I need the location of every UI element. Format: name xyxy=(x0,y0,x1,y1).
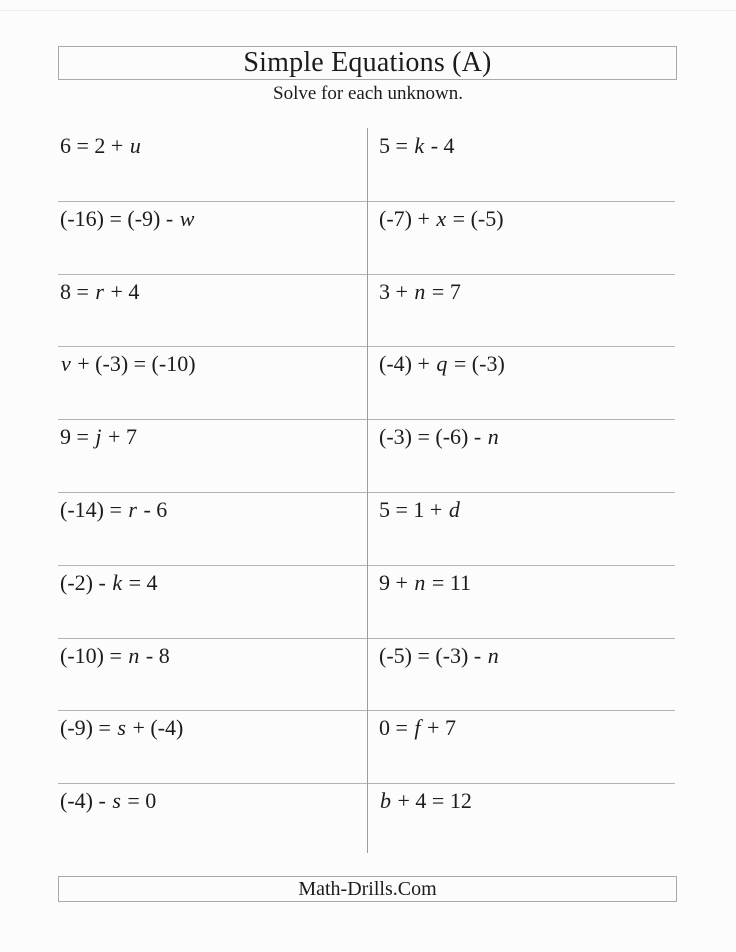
page-top-rule xyxy=(0,10,736,11)
equation-cell xyxy=(58,784,368,857)
equation-cell xyxy=(58,347,368,420)
equation-text: 9 + n = 11 xyxy=(379,569,472,595)
equation-text: 3 + n = 7 xyxy=(379,278,461,304)
equation-cell xyxy=(368,129,675,202)
equation-cell xyxy=(58,566,368,639)
equation-cell xyxy=(58,711,368,784)
equation-cell xyxy=(368,347,675,420)
equation-text: (-7) + x = (-5) xyxy=(379,205,504,231)
equation-cell xyxy=(368,420,675,493)
column-divider-line xyxy=(367,128,368,853)
equation-text: (-9) = s + (-4) xyxy=(60,715,184,741)
worksheet-instructions: Solve for each unknown. xyxy=(273,83,463,104)
title-box xyxy=(58,46,677,80)
equation-cell xyxy=(368,566,675,639)
equation-cell xyxy=(58,420,368,493)
equation-text: v + (-3) = (-10) xyxy=(61,351,196,377)
page-title: Simple Equations (A) xyxy=(243,47,492,78)
equation-text: (-3) = (-6) - n xyxy=(379,424,499,450)
equation-text: (-16) = (-9) - w xyxy=(60,205,195,231)
footer-box xyxy=(58,876,677,902)
equation-text: (-4) + q = (-3) xyxy=(379,351,505,377)
equation-text: (-5) = (-3) - n xyxy=(379,642,499,668)
equation-text: b + 4 = 12 xyxy=(380,788,472,814)
equation-cell xyxy=(368,202,675,275)
equation-text: (-10) = n - 8 xyxy=(60,642,170,668)
equation-cell xyxy=(368,784,675,857)
equation-cell xyxy=(58,493,368,566)
equation-cell xyxy=(58,202,368,275)
equation-cell xyxy=(368,639,675,712)
footer-site-label: Math-Drills.Com xyxy=(298,878,437,900)
equation-text: 9 = j + 7 xyxy=(60,424,137,450)
equation-cell xyxy=(58,639,368,712)
equation-cell xyxy=(58,129,368,202)
equation-text: (-4) - s = 0 xyxy=(60,788,157,814)
equation-cell xyxy=(368,493,675,566)
equation-text: 0 = f + 7 xyxy=(379,715,456,741)
equation-cell xyxy=(368,275,675,348)
equation-text: 8 = r + 4 xyxy=(60,278,140,304)
equation-cell xyxy=(368,711,675,784)
equation-text: 5 = 1 + d xyxy=(379,496,460,522)
equation-cell xyxy=(58,275,368,348)
equation-text: 6 = 2 + u xyxy=(60,133,141,158)
equation-text: (-2) - k = 4 xyxy=(60,569,158,595)
equation-text: (-14) = r - 6 xyxy=(60,496,168,522)
equation-text: 5 = k - 4 xyxy=(379,133,455,158)
